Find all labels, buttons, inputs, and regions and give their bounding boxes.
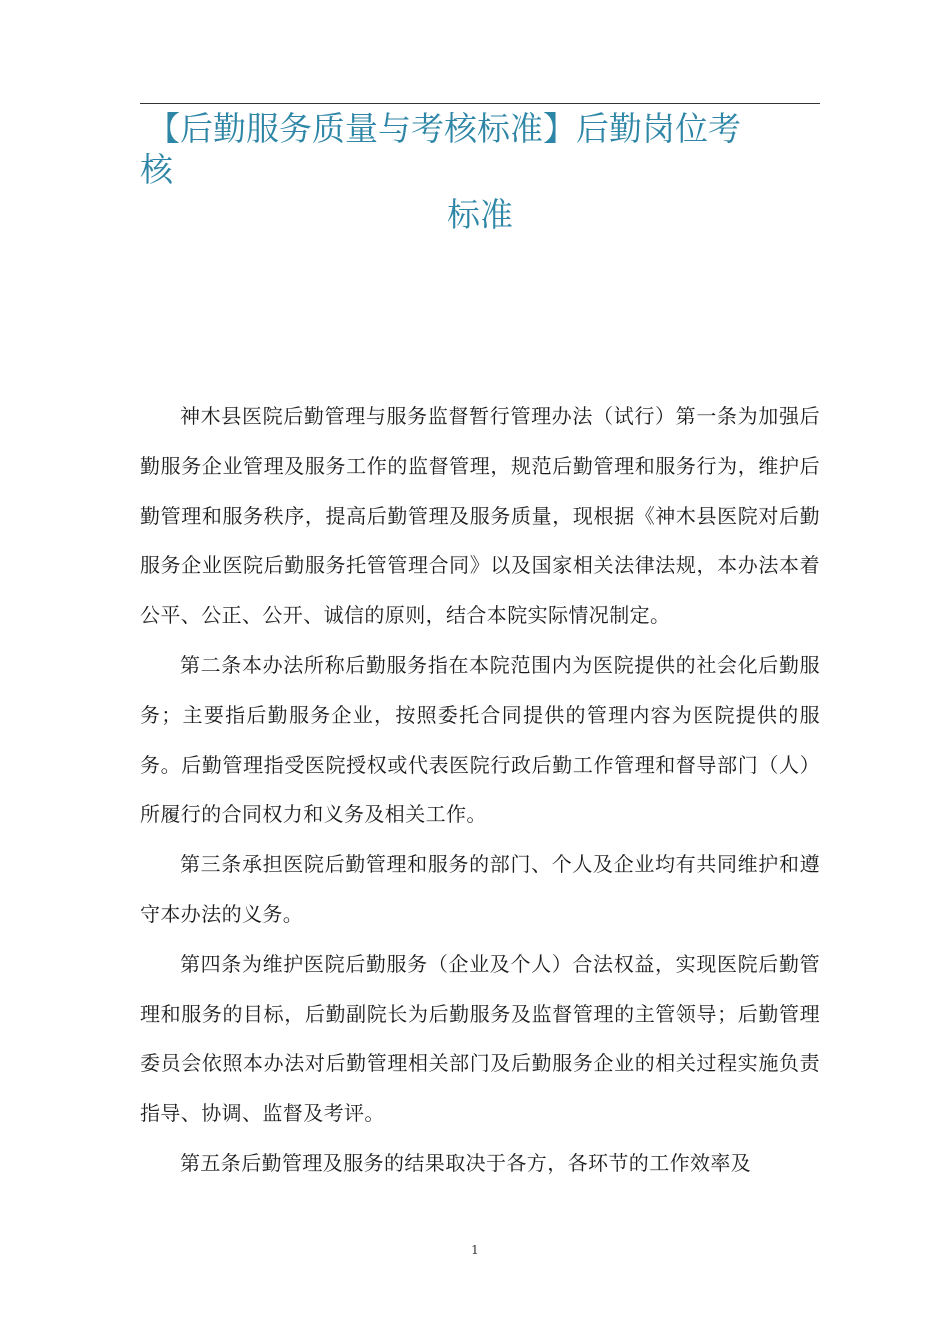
document-body: [140, 392, 820, 1189]
title-line-2: 核: [140, 150, 173, 189]
title-line-1: 【后勤服务质量与考核标准】后勤岗位考: [147, 109, 741, 148]
document-title: [140, 108, 820, 235]
paragraph-4: 第四条为维护医院后勤服务（企业及个人）合法权益，实现医院后勤管理和服务的目标，后勤副院长为后勤服务及监督管理的主管领导；后勤管理委员会依照本办法对后勤管理相关部门及后勤服务企业的相关过程实施负责指导、协调、监督及考评。: [140, 951, 820, 1126]
paragraph-2: 第二条本办法所称后勤服务指在本院范围内为医院提供的社会化后勤服务；主要指后勤服务企业，按照委托合同提供的管理内容为医院提供的服务。后勤管理指受医院授权或代表医院行政后勤工作管理和督导部门（人）所履行的合同权力和义务及相关工作。: [140, 652, 820, 827]
paragraph-3: 第三条承担医院后勤管理和服务的部门、个人及企业均有共同维护和遵守本办法的义务。: [140, 852, 820, 926]
paragraph-5: 第五条后勤管理及服务的结果取决于各方，各环节的工作效率及: [180, 1150, 752, 1175]
header-rule: [140, 103, 820, 104]
paragraph-1: 神木县医院后勤管理与服务监督暂行管理办法（试行）第一条为加强后勤服务企业管理及服务工作的监督管理，规范后勤管理和服务行为，维护后勤管理和服务秩序，提高后勤管理及服务质量，现根据《神木县医院对后勤服务企业医院后勤服务托管管理合同》以及国家相关法律法规，本办法本着公平、公正、公开、诚信的原则，结合本院实际情况制定。: [140, 404, 820, 628]
page-number: 1: [471, 1243, 479, 1257]
title-line-3: 标准: [447, 195, 513, 234]
